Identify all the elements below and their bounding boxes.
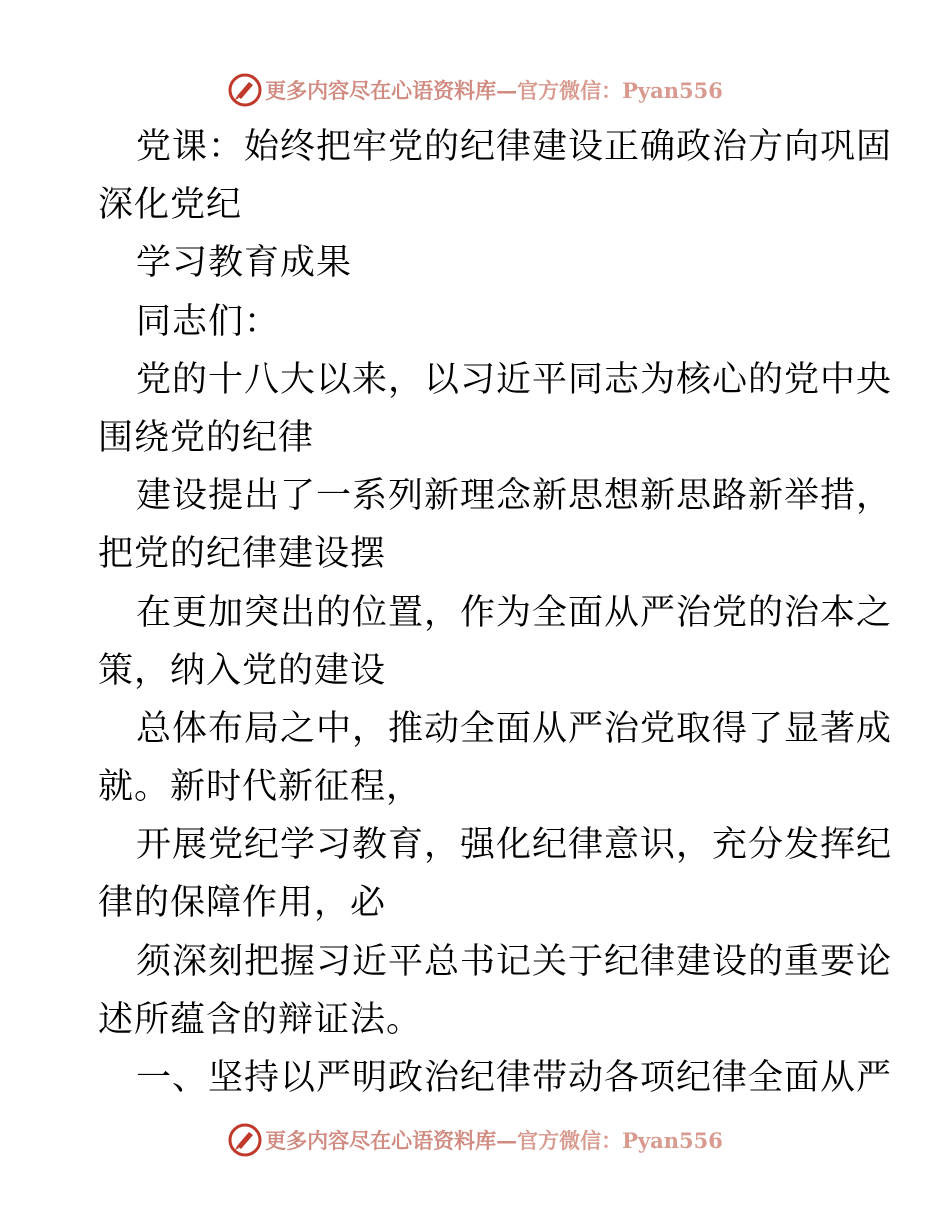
paragraph-line: 把党的纪律建设摆 [98,534,387,575]
title-line-3: 学习教育成果 [136,243,353,284]
document-body [98,118,893,1107]
paragraph-line: 建设提出了一系列新理念新思想新思路新举措， [136,476,893,517]
title-line-1: 党课：始终把牢党的纪律建设正确政治方向巩固 [136,127,893,167]
paragraph-line: 在更加突出的位置，作为全面从严治党的治本之 [136,592,893,633]
paragraph-line: 党的十八大以来，以习近平同志为核心的党中央 [136,359,893,400]
footer-watermark-banner [0,1118,950,1162]
section-heading: 一、坚持以严明政治纪律带动各项纪律全面从严 [136,1058,893,1098]
watermark-text: 更多内容尽在心语资料库—官方微信：Pyan556 [265,1128,723,1153]
paragraph-line: 策，纳入党的建设 [98,650,387,691]
brand-logo-icon [227,72,263,108]
paragraph-line: 须深刻把握习近平总书记关于纪律建设的重要论 [136,941,893,982]
paragraph-line: 律的保障作用，必 [98,883,387,924]
title-line-2: 深化党纪 [98,185,243,226]
paragraph-line: 围绕党的纪律 [98,417,315,458]
salutation: 同志们： [136,301,281,342]
header-watermark-banner [0,68,950,112]
paragraph-line: 述所蕴含的辩证法。 [98,999,423,1040]
paragraph-line: 总体布局之中，推动全面从严治党取得了显著成 [136,708,893,749]
watermark-text: 更多内容尽在心语资料库—官方微信：Pyan556 [265,78,723,103]
paragraph-line: 就。新时代新征程， [98,767,423,808]
brand-logo-icon [227,1122,263,1158]
paragraph-line: 开展党纪学习教育，强化纪律意识，充分发挥纪 [136,825,893,866]
